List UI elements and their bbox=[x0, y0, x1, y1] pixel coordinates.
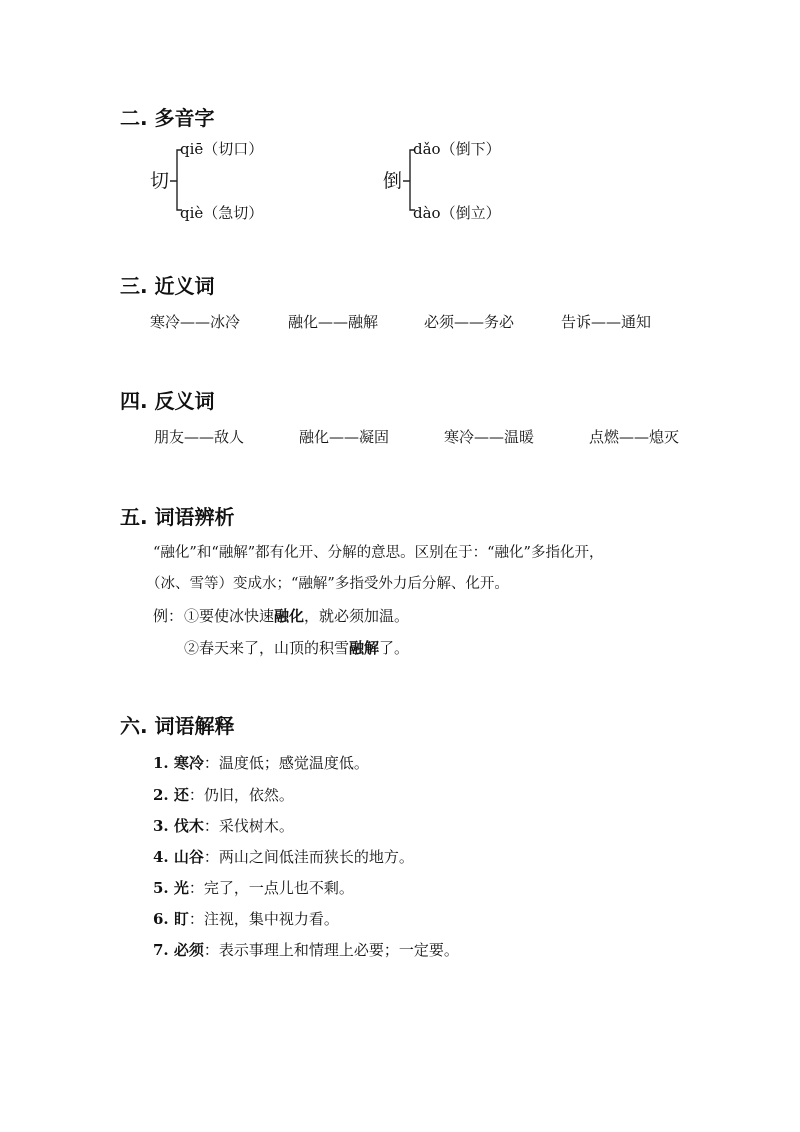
definition-text: ：仍旧，依然。 bbox=[188, 786, 294, 804]
example-text: ，就必须加温。 bbox=[304, 607, 410, 625]
example-sentence-1 bbox=[184, 606, 409, 626]
definition-term: 2. 还 bbox=[153, 786, 189, 804]
example-label: 例： bbox=[153, 607, 184, 625]
definition-text: ：采伐树木。 bbox=[203, 817, 294, 835]
definition-item bbox=[153, 909, 339, 929]
section-title-synonyms: 三. 近义词 bbox=[120, 274, 215, 298]
analysis-paragraph-line1: “融化”和“融解”都有化开、分解的意思。区别在于：“融化”多指化开， bbox=[153, 545, 604, 561]
example-text: 了。 bbox=[379, 639, 410, 657]
section-title-word-explanations: 六. 词语解释 bbox=[120, 714, 235, 738]
polyphonic-char: 倒 bbox=[383, 170, 403, 192]
definition-item bbox=[153, 753, 369, 773]
example-text: ①要使冰快速 bbox=[184, 607, 275, 625]
definition-text: ：表示事理上和情理上必要；一定要。 bbox=[203, 941, 459, 959]
example-keyword: 融解 bbox=[349, 639, 380, 657]
synonym-pair: 告诉——通知 bbox=[561, 313, 652, 331]
definition-term: 1. 寒冷 bbox=[153, 754, 204, 772]
definition-item bbox=[153, 816, 294, 836]
definition-term: 4. 山谷 bbox=[153, 848, 204, 866]
definition-text: ：两山之间低洼而狭长的地方。 bbox=[203, 848, 414, 866]
definition-term: 6. 盯 bbox=[153, 910, 189, 928]
antonym-pair: 点燃——熄灭 bbox=[589, 428, 680, 446]
antonym-pair: 朋友——敌人 bbox=[154, 428, 245, 446]
section-title-antonyms: 四. 反义词 bbox=[120, 389, 215, 413]
definition-text: ：温度低；感觉温度低。 bbox=[203, 754, 369, 772]
antonym-pair: 寒冷——温暖 bbox=[444, 428, 535, 446]
polyphonic-char: 切 bbox=[150, 170, 170, 192]
pronunciation-bottom: qiè（急切） bbox=[180, 204, 264, 222]
definition-text: ：完了，一点儿也不剩。 bbox=[188, 879, 354, 897]
section-title-polyphonic: 二. 多音字 bbox=[120, 106, 215, 130]
section-title-word-analysis: 五. 词语辨析 bbox=[120, 505, 235, 529]
definition-item bbox=[153, 878, 354, 898]
definition-term: 7. 必须 bbox=[153, 941, 204, 959]
pronunciation-top: dǎo（倒下） bbox=[413, 140, 501, 158]
synonym-pair: 融化——融解 bbox=[288, 313, 379, 331]
analysis-paragraph-line2: （冰、雪等）变成水；“融解”多指受外力后分解、化开。 bbox=[146, 576, 509, 592]
definition-term: 3. 伐木 bbox=[153, 817, 204, 835]
example-text: ②春天来了，山顶的积雪 bbox=[184, 639, 350, 657]
pronunciation-bottom: dào（倒立） bbox=[413, 204, 501, 222]
example-keyword: 融化 bbox=[274, 607, 305, 625]
pronunciation-top: qiē（切口） bbox=[180, 140, 264, 158]
definition-text: ：注视，集中视力看。 bbox=[188, 910, 339, 928]
definition-item bbox=[153, 785, 294, 805]
definition-item bbox=[153, 847, 414, 867]
definition-term: 5. 光 bbox=[153, 879, 189, 897]
example-sentence-2 bbox=[184, 638, 409, 658]
synonym-pair: 寒冷——冰冷 bbox=[150, 313, 241, 331]
definition-item bbox=[153, 940, 459, 960]
synonym-pair: 必须——务必 bbox=[424, 313, 515, 331]
antonym-pair: 融化——凝固 bbox=[299, 428, 390, 446]
